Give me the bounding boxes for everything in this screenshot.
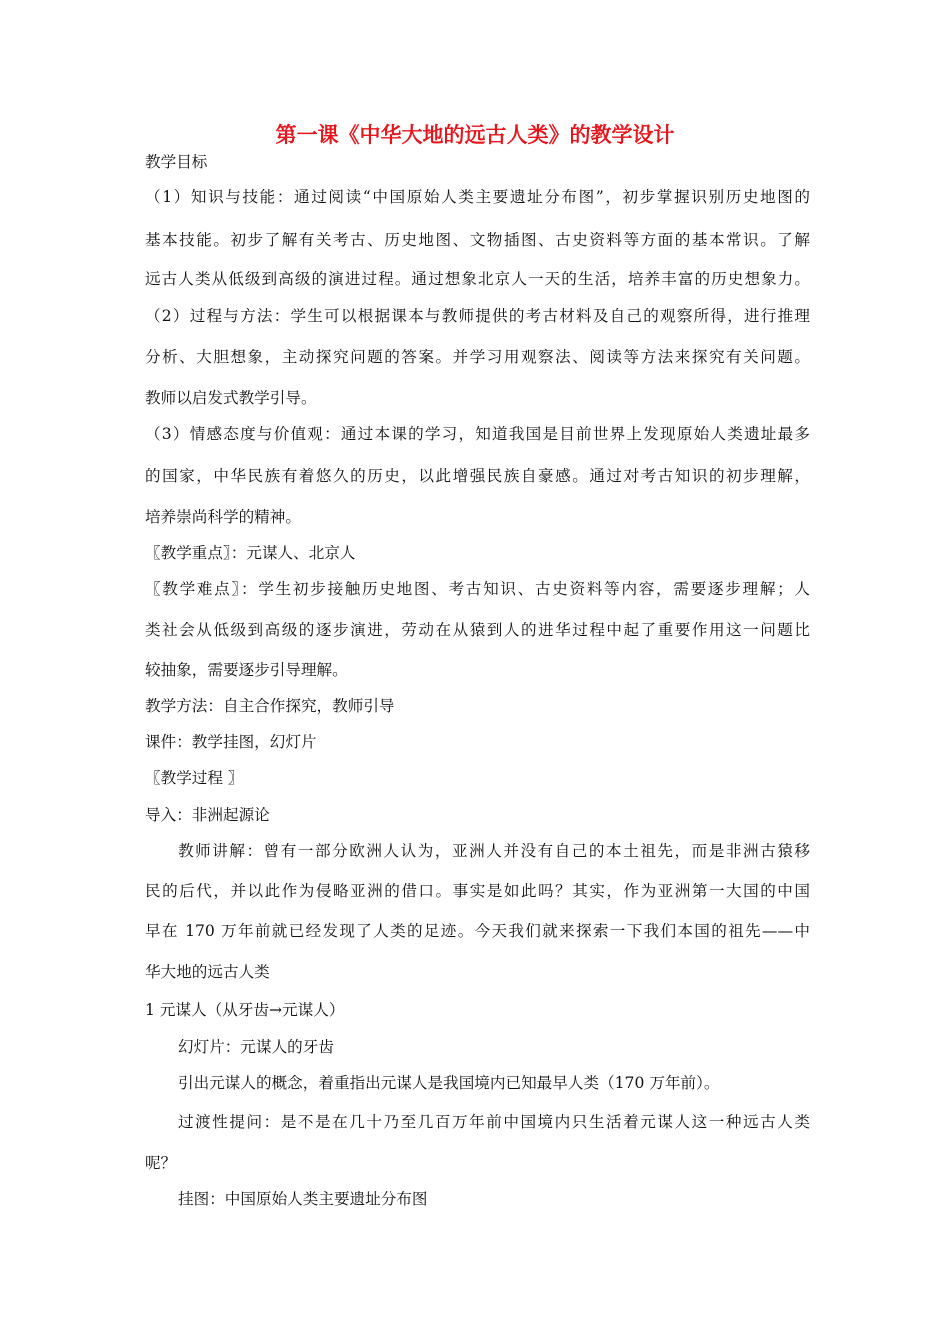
teaching-process-heading: 〖教学过程 〗 xyxy=(145,769,244,787)
paragraph-line: 教师以启发式教学引导。 xyxy=(145,389,317,407)
paragraph-line: 呢？ xyxy=(145,1154,177,1172)
paragraph-line: （2）过程与方法：学生可以根据课本与教师提供的考古材料及自己的观察所得，进行推理 xyxy=(145,307,810,325)
document-title: 第一课《中华大地的远古人类》的教学设计 xyxy=(275,123,675,147)
paragraph-line: 培养崇尚科学的精神。 xyxy=(145,508,301,526)
paragraph-line: 较抽象，需要逐步引导理解。 xyxy=(145,661,348,679)
paragraph-line: 民的后代，并以此作为侵略亚洲的借口。事实是如此吗？其实，作为亚洲第一大国的中国 xyxy=(145,882,810,900)
key-points-line: 〖教学重点〗：元谋人、北京人 xyxy=(145,544,356,562)
section-heading-yuanmou: 1 元谋人（从牙齿→元谋人） xyxy=(145,1001,345,1019)
paragraph-line: 基本技能。初步了解有关考古、历史地图、文物插图、古史资料等方面的基本常识。了解 xyxy=(145,231,810,249)
paragraph-line: 教师讲解：曾有一部分欧洲人认为，亚洲人并没有自己的本土祖先，而是非洲古猿移 xyxy=(178,842,810,860)
section-heading-teaching-goals: 教学目标 xyxy=(145,153,208,171)
difficult-points-line: 〖教学难点〗：学生初步接触历史地图、考古知识、古史资料等内容，需要逐步理解；人 xyxy=(145,580,810,598)
paragraph-line: （1）知识与技能：通过阅读“中国原始人类主要遗址分布图”，初步掌握识别历史地图的 xyxy=(145,188,810,206)
paragraph-line: 远古人类从低级到高级的演进过程。通过想象北京人一天的生活，培养丰富的历史想象力。 xyxy=(145,270,810,288)
paragraph-line: 挂图：中国原始人类主要遗址分布图 xyxy=(178,1190,428,1208)
paragraph-line: （3）情感态度与价值观：通过本课的学习，知道我国是目前世界上发现原始人类遗址最多 xyxy=(145,425,810,443)
paragraph-line: 过渡性提问：是不是在几十乃至几百万年前中国境内只生活着元谋人这一种远古人类 xyxy=(178,1113,810,1131)
paragraph-line: 分析、大胆想象，主动探究问题的答案。并学习用观察法、阅读等方法来探究有关问题。 xyxy=(145,348,810,366)
paragraph-line: 引出元谋人的概念，着重指出元谋人是我国境内已知最早人类（170 万年前）。 xyxy=(178,1074,720,1092)
introduction-line: 导入：非洲起源论 xyxy=(145,806,270,824)
courseware-line: 课件：教学挂图，幻灯片 xyxy=(145,733,317,751)
paragraph-line: 的国家，中华民族有着悠久的历史，以此增强民族自豪感。通过对考古知识的初步理解， xyxy=(145,467,810,485)
teaching-method-line: 教学方法：自主合作探究，教师引导 xyxy=(145,697,395,715)
paragraph-line: 类社会从低级到高级的逐步演进，劳动在从猿到人的进华过程中起了重要作用这一问题比 xyxy=(145,621,810,639)
paragraph-line: 幻灯片：元谋人的牙齿 xyxy=(178,1038,334,1056)
paragraph-line: 华大地的远古人类 xyxy=(145,963,270,981)
paragraph-line: 早在 170 万年前就已经发现了人类的足迹。今天我们就来探索一下我们本国的祖先——中 xyxy=(145,922,810,940)
